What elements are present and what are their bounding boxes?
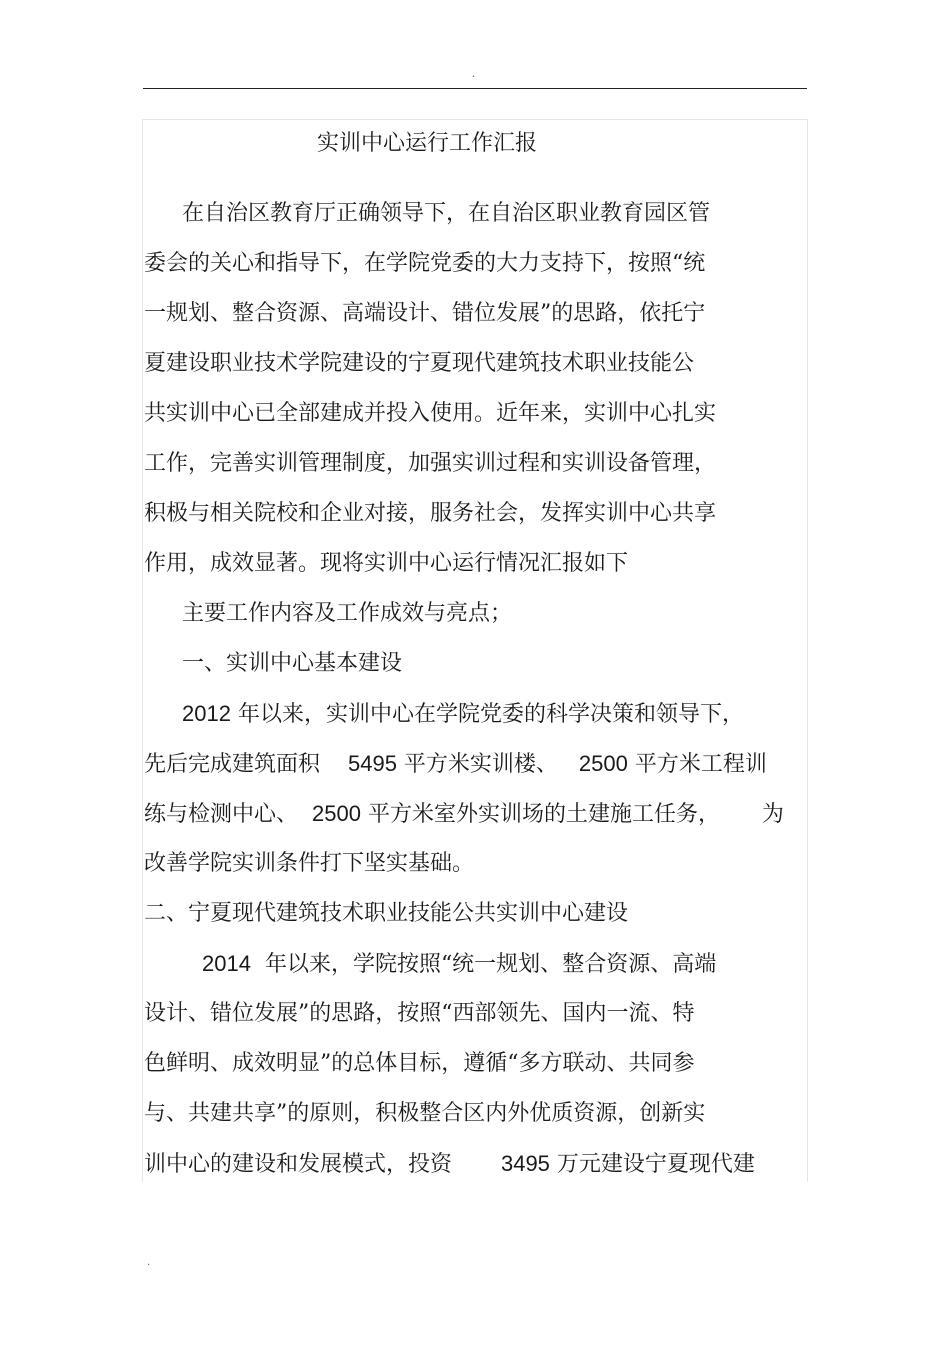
line-text: 与、共建共享”的原则，积极整合区内外优质资源，创新实 <box>144 1101 706 1126</box>
text-line <box>144 1099 705 1129</box>
text-line <box>182 599 512 629</box>
line-text: 平方米室外实训场的土建施工任务， 为 <box>360 802 784 827</box>
line-text: 委会的关心和指导下，在学院党委的大力支持下，按照“统 <box>144 251 706 276</box>
line-text: 平方米实训楼、 <box>396 752 579 777</box>
header-rule <box>143 88 807 89</box>
number-text: 3495 <box>500 1151 550 1176</box>
line-text: 年以来，学院按照“统一规划、整合资源、高端 <box>250 952 717 977</box>
number-text: 2500 <box>312 801 361 826</box>
text-line <box>144 249 705 279</box>
line-text: 一规划、整合资源、高端设计、错位发展”的思路，依托宁 <box>144 301 706 326</box>
line-text: 主要工作内容及工作成效与亮点； <box>182 601 513 626</box>
text-line <box>144 349 694 379</box>
line-text: 工作，完善实训管理制度，加强实训过程和实训设备管理， <box>144 451 717 476</box>
text-line <box>144 1149 755 1180</box>
line-text: 一、实训中心基本建设 <box>182 651 403 676</box>
line-text: 万元建设宁夏现代建 <box>549 1152 755 1177</box>
number-text: 2500 <box>578 751 628 776</box>
number-text: 5495 <box>347 751 397 776</box>
line-text: 二、宁夏现代建筑技术职业技能公共实训中心建设 <box>144 901 629 926</box>
line-text: 先后完成建筑面积 <box>144 752 348 777</box>
text-line <box>182 699 744 730</box>
line-text: 设计、错位发展”的思路，按照“西部领先、国内一流、特 <box>144 1001 695 1026</box>
line-text: 训中心的建设和发展模式，投资 <box>144 1152 501 1177</box>
line-text: 练与检测中心、 <box>144 802 312 827</box>
document-title: 实训中心运行工作汇报 <box>317 131 538 156</box>
number-text: 2012 <box>182 701 231 726</box>
text-line <box>144 799 784 830</box>
text-line <box>144 299 705 329</box>
text-line <box>144 749 767 780</box>
text-line <box>144 1049 695 1079</box>
line-text: 平方米工程训 <box>627 752 767 777</box>
line-text: 作用，成效显著。现将实训中心运行情况汇报如下 <box>144 551 629 576</box>
text-line <box>144 549 628 579</box>
text-line <box>182 649 402 679</box>
text-line <box>182 199 710 229</box>
number-text: 2014 <box>202 951 251 976</box>
line-text: 积极与相关院校和企业对接，服务社会，发挥实训中心共享 <box>144 501 717 526</box>
text-line <box>202 949 716 980</box>
line-text: 共实训中心已全部建成并投入使用。近年来，实训中心扎实 <box>144 401 717 426</box>
text-line <box>144 849 474 879</box>
header-dot: . <box>472 69 476 80</box>
text-line <box>144 399 716 429</box>
text-line <box>144 999 695 1029</box>
line-text: 改善学院实训条件打下坚实基础。 <box>144 851 475 876</box>
text-line <box>144 449 716 479</box>
line-text: 夏建设职业技术学院建设的宁夏现代建筑技术职业技能公 <box>144 351 695 376</box>
text-line <box>144 899 628 929</box>
footer-dot: . <box>147 1257 151 1268</box>
line-text: 在自治区教育厅正确领导下，在自治区职业教育园区管 <box>182 201 711 226</box>
line-text: 色鲜明、成效明显”的总体目标，遵循“多方联动、共同参 <box>144 1051 695 1076</box>
line-text: 年以来，实训中心在学院党委的科学决策和领导下， <box>230 702 744 727</box>
text-line <box>144 499 716 529</box>
